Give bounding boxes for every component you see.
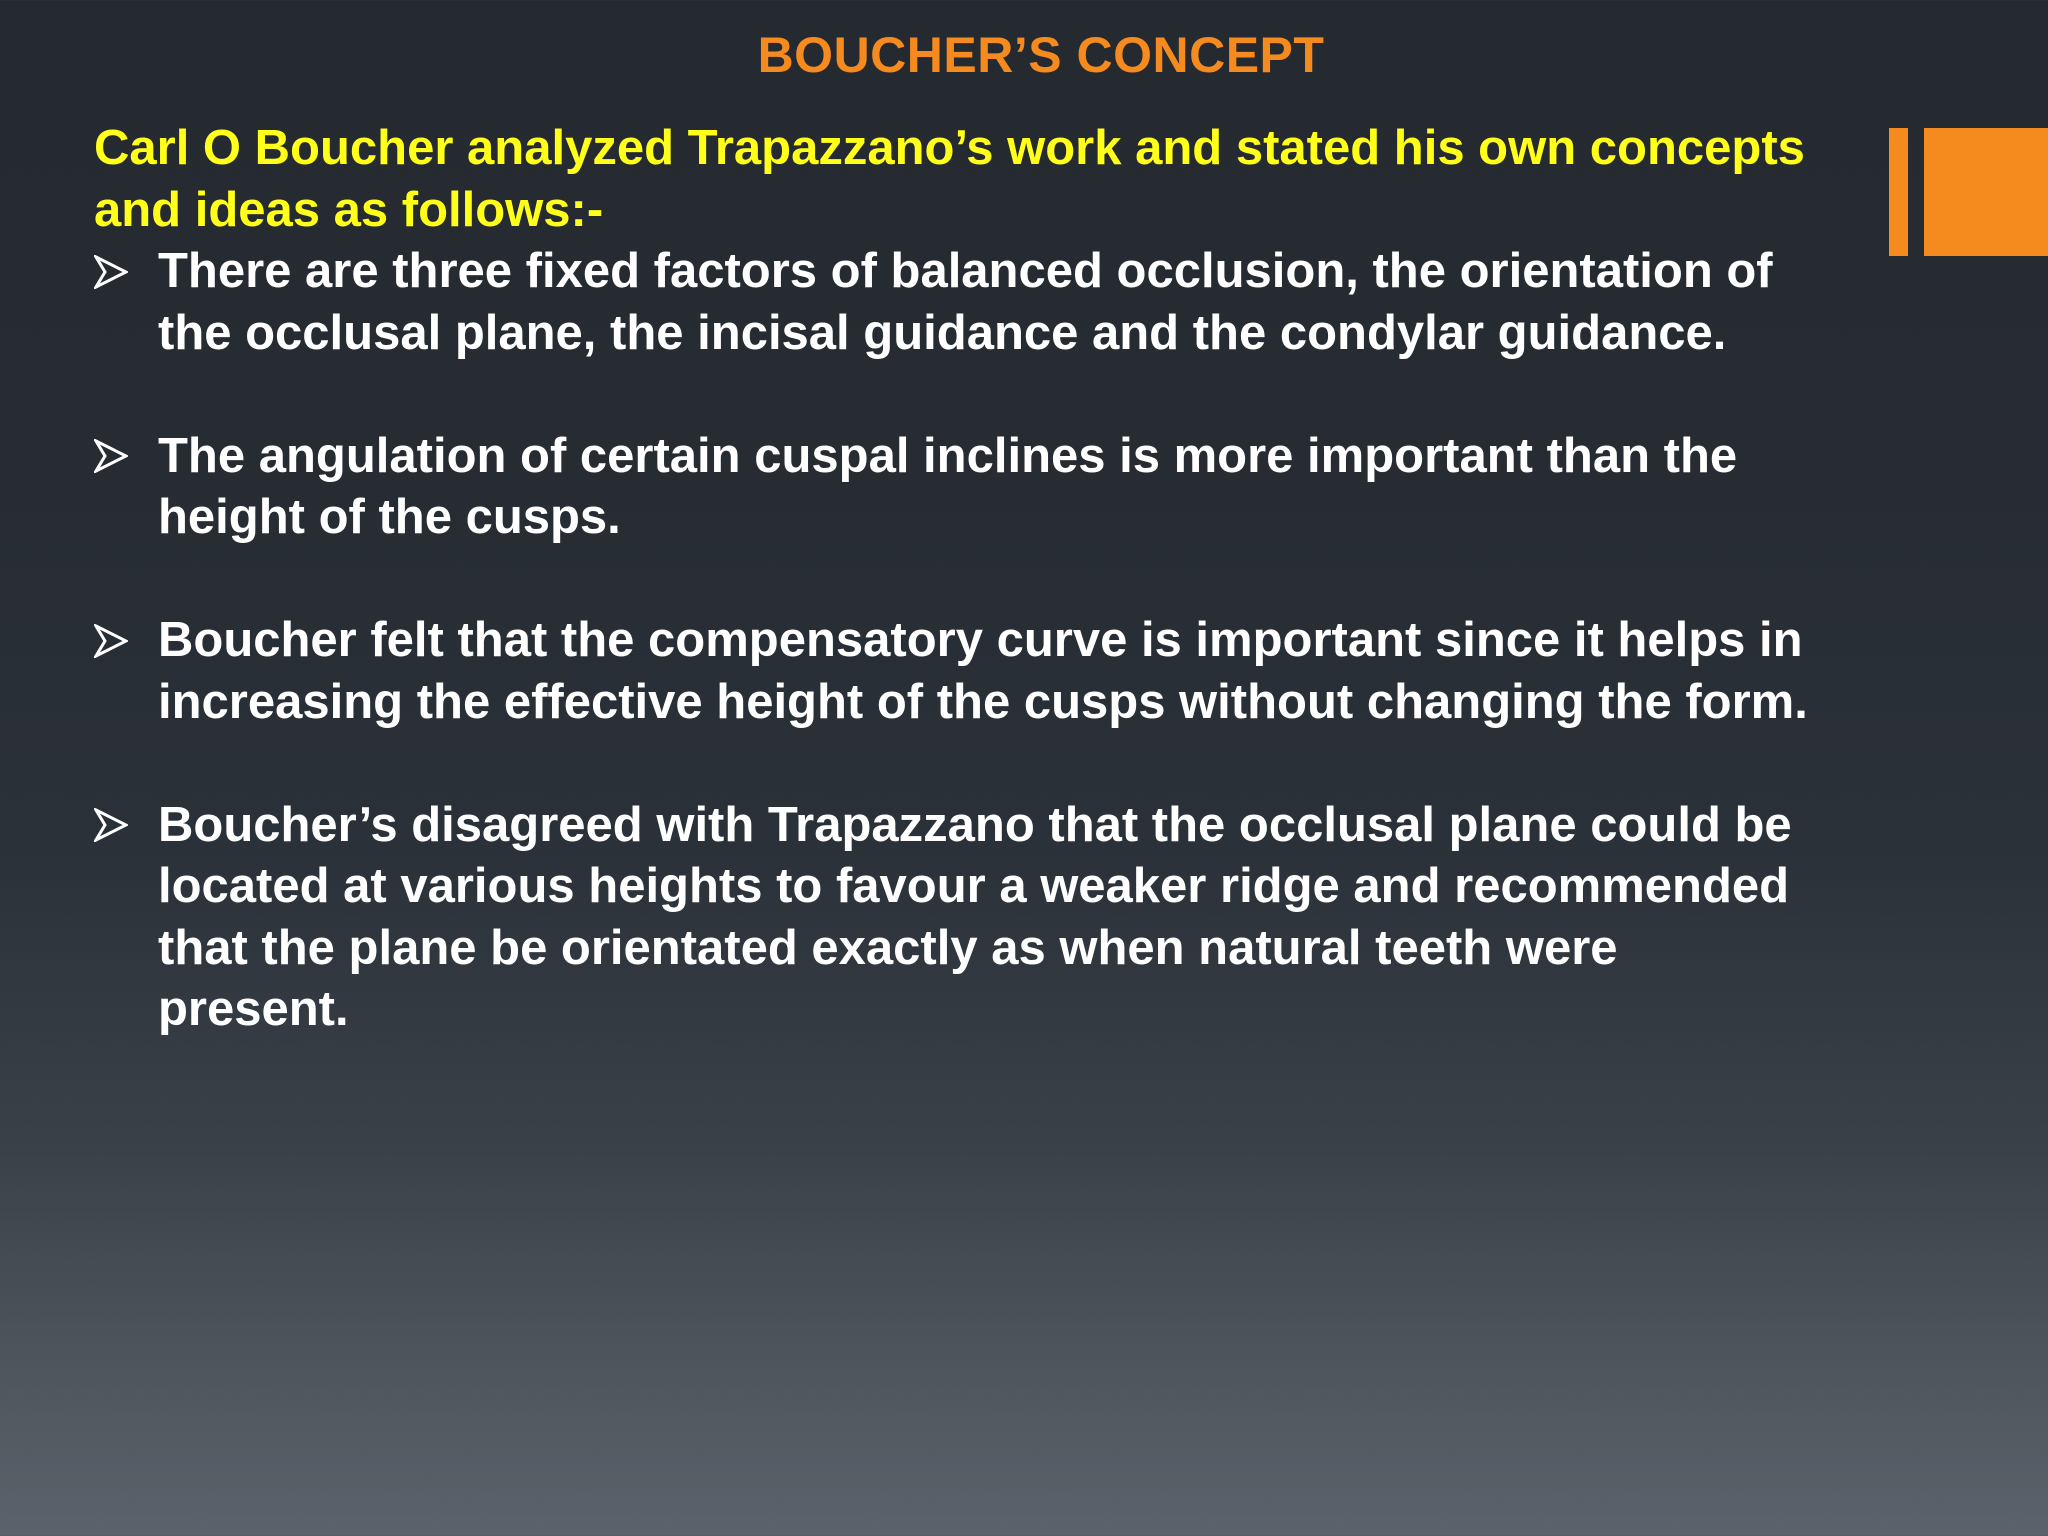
bullet-item [94,610,1814,733]
intro-text: Carl O Boucher analyzed Trapazzano’s work and stated his own concepts and ideas as follows:- [94,121,1805,237]
accent-bar-thick [1924,128,2048,256]
arrowhead-bullet-icon [94,795,134,857]
bullet-item [94,241,1814,364]
arrowhead-bullet-icon [94,241,134,303]
accent-bar-thin [1889,128,1908,256]
bullet-text: Boucher’s disagreed with Trapazzano that the occlusal plane could be located at various heights to favour a weaker ridge and recommended that the plane be orientated exactly as when natural teeth were present. [158,797,1792,1036]
bullet-list [94,241,1814,1041]
bullet-text: Boucher felt that the compensatory curve is important since it helps in increasing the effective height of the cusps without changing the form. [158,613,1808,729]
bullet-item [94,795,1814,1041]
bullet-text: The angulation of certain cuspal inclines is more important than the height of the cusps. [158,428,1738,544]
arrowhead-bullet-icon [94,610,134,672]
arrowhead-bullet-icon [94,426,134,488]
bullet-text: There are three fixed factors of balanced occlusion, the orientation of the occlusal plane, the incisal guidance and the condylar guidance. [158,244,1773,360]
slide-body [94,118,1814,1102]
bullet-item [94,426,1814,549]
slide-title: BOUCHER’S CONCEPT [757,27,1325,83]
